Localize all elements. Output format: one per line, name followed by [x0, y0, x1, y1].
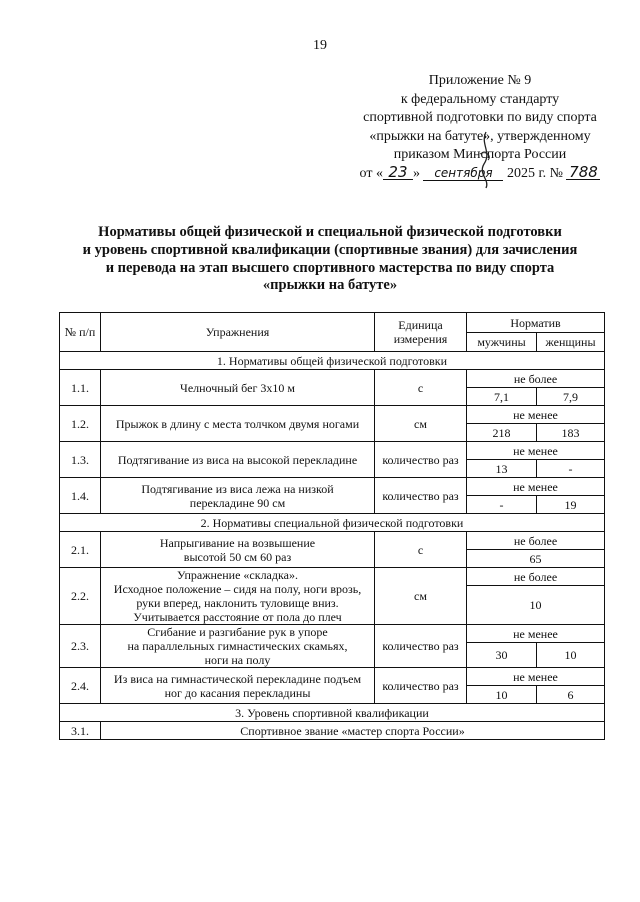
- handwritten-month: сентября: [423, 166, 503, 181]
- header-norm: Норматив: [467, 313, 605, 333]
- table-row: 1.2. Прыжок в длину с места толчком двумя ногами см не менее: [60, 406, 605, 424]
- handwritten-number: 788: [566, 165, 600, 180]
- section-2-header: 2. Нормативы специальной физической подготовки: [60, 514, 605, 532]
- section-1-header: 1. Нормативы общей физической подготовки: [60, 352, 605, 370]
- signature-icon: [466, 130, 506, 190]
- header-women: женщины: [537, 333, 605, 352]
- section-3-header: 3. Уровень спортивной квалификации: [60, 704, 605, 722]
- table-row: 1.1. Челночный бег 3х10 м с не более: [60, 370, 605, 388]
- document-title: Нормативы общей физической и специальной физической подготовки и уровень спортивной квалификации (спортивные звания) для зачисления и перевода на этап высшего спортивного мастерства по виду спорта «прыжки на батуте»: [82, 224, 578, 294]
- header-num: № п/п: [60, 313, 101, 352]
- table-row: 2.4. Из виса на гимнастической перекладине подъем ног до касания перекладины количество раз не менее: [60, 668, 605, 686]
- appendix-line-2: к федеральному стандарту: [400, 91, 560, 107]
- appendix-title: Приложение № 9: [428, 73, 532, 88]
- handwritten-day: 23: [383, 165, 413, 180]
- page-number: 19: [313, 38, 327, 53]
- table-row: 1.3. Подтягивание из виса на высокой перекладине количество раз не менее: [60, 442, 605, 460]
- header-exercise: Упражнения: [101, 313, 375, 352]
- norms-table: № п/п Упражнения Единица измерения Норматив мужчины женщины 1. Нормативы общей физической подготовки 1.1. Челночный бег 3х10 м с не более 7,1 7,9 1.2. Прыжок в длину с места толчком двумя ногами см не менее 218 183 1.3. Подтягивание из виса на высокой перекладине количество раз не менее 13 - 1.4. Подтягивание из виса лежа на низкой перекладине 90 см количество раз не менее - 19 2. Нормативы специальной физической подготовки 2.1. Напрыгивание на возвышение высотой 50 см 60 раз с не более 65 2.2. Упражнение «складка». Исходное положение – сидя на полу, ноги врозь, руки вперед, наклонить туловище вниз. Учитывается расстояние от пола до плеч см не более 10 2.3. Сгибание и разгибание рук в упоре на параллельных гимнастических скамьях, ноги на полу количество раз не менее 30 10 2.4. Из виса на гимнастической перекладине подъем ног до касания перекладины количество раз не менее 10 6 3. Уровень спортивной квалификации 3.1. Спортивное звание «мастер спорта России»: [59, 312, 605, 740]
- table-row: 2.3. Сгибание и разгибание рук в упоре на параллельных гимнастических скамьях, ноги на полу количество раз не менее: [60, 625, 605, 643]
- appendix-line-4: «прыжки на батуте», утвержденному: [369, 128, 591, 144]
- table-row: 1.4. Подтягивание из виса лежа на низкой перекладине 90 см количество раз не менее: [60, 478, 605, 496]
- table-row: 3.1. Спортивное звание «мастер спорта России»: [60, 722, 605, 740]
- appendix-line-5: приказом Минспорта России: [393, 147, 567, 162]
- order-date-line: от « 23 » сентября 2025 г. № 788: [330, 165, 630, 184]
- table-row: 2.2. Упражнение «складка». Исходное положение – сидя на полу, ноги врозь, руки вперед, наклонить туловище вниз. Учитывается расстояние от пола до плеч см не более: [60, 568, 605, 586]
- appendix-line-3: спортивной подготовки по виду спорта: [363, 110, 597, 125]
- header-unit: Единица измерения: [375, 313, 467, 352]
- table-row: 2.1. Напрыгивание на возвышение высотой 50 см 60 раз с не более: [60, 532, 605, 550]
- header-men: мужчины: [467, 333, 537, 352]
